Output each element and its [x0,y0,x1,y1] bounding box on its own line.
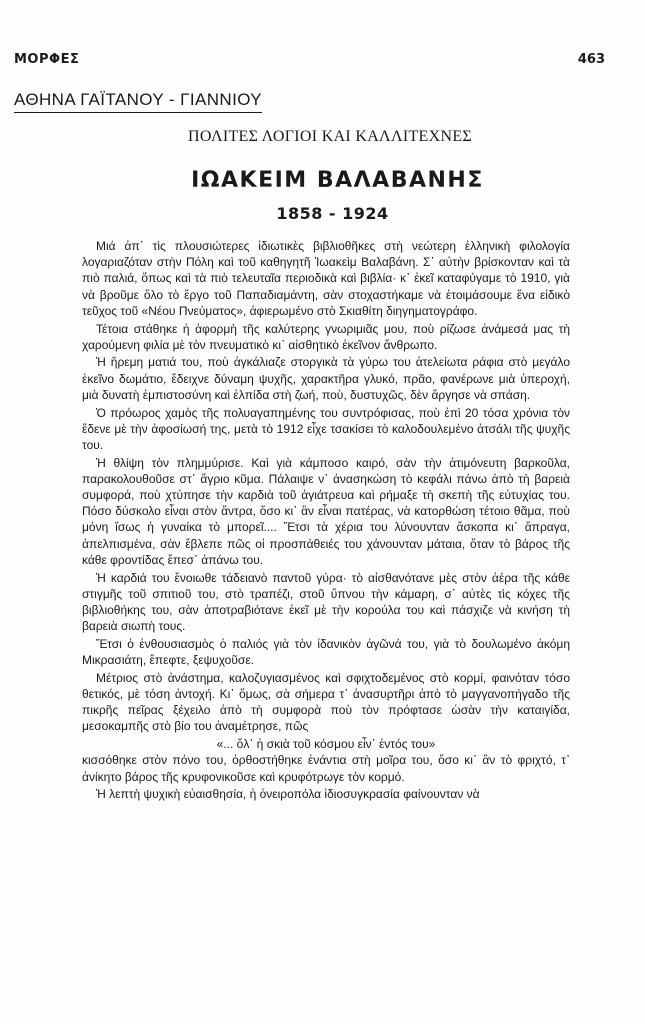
page-number: 463 [577,52,605,67]
paragraph: Τέτοια στάθηκε ἡ ἀφορμὴ τῆς καλύτερης γνωριμιᾶς μου, ποὺ ρίζωσε ἀνάμεσά μας τὴ χαρούμενη φιλία μὲ τὸν πνευματικὸ κι᾿ αἰσθητικὸ ἐκεῖνον ἄνθρωπο. [82,321,570,352]
paragraph: Ἡ θλίψη τὸν πλημμύρισε. Καὶ γιὰ κάμποσο καιρό, σὰν τὴν ἀτιμόνευτη βαρκοῦλα, παρακολουθοῦσε στ᾿ ἄγριο κῦμα. Πάλαιψε ν᾿ ἀνασηκώση τὸ κεφάλι πάνω ἀπὸ τὴ βαρειὰ συμφορά, ποὺ χτύπησε τὴν καρδιὰ τοῦ ἀγιάτρευα καὶ ρήμαξε τὴ σκεπὴ τῆς εὐτυχίας του. Πόσο δύσκολο εἶναι στὸν ἄντρα, ὅσο κι᾿ ἂν εἶναι πατέρας, νὰ κατορθώση τέτοιο θᾶμα, ποὺ μόνη ἴσως ἡ γυναίκα τὸ μπορεῖ.... Ἔτσι τὰ χέρια του λύνουνταν ἄσκοπα κι᾿ ἄπραγα, ἀπελπισμένα, σὰν ἔβλεπε πῶς οἱ προσπάθειές του χάνουνταν μάταια, ὅταν τὸ βάρος τῆς κάθε φροντίδας ἔπεσ᾿ ἀπάνω του. [82,455,570,567]
journal-name: ΜΟΡΦΕΣ [14,52,80,67]
running-head [14,52,605,72]
paragraph: Μιά ἀπ᾿ τὶς πλουσιώτερες ἰδιωτικὲς βιβλιοθῆκες στὴ νεώτερη ἑλληνικὴ φιλολογία λογαριαζόταν στὴν Πόλη καὶ τοῦ καθηγητῆ Ἰωακεὶμ Βαλαβάνη. Σ᾿ αὐτὴν βρίσκονταν καὶ τὰ πιὸ παλιά, ὅπως καὶ τὰ πιὸ τελευταῖα περιοδικὰ καὶ βιβλία· κ᾿ ἐκεῖ καταφύγαμε τὸ 1910, γιὰ νὰ βροῦμε ὅλο τὸ ἔργο τοῦ Παπαδιαμάντη, σὰν στοχαστήκαμε νὰ ἑτοιμάσουμε ἕνα εἰδικὸ τεῦχος τοῦ «Νέου Πνεύματος», ἀφιερωμένο στὸ Σκιαθίτη διηγηματογράφο. [82,239,570,318]
paragraph: Ἡ ἥρεμη ματιά του, ποὺ ἀγκάλιαζε στοργικὰ τὰ γύρω του ἀτελείωτα ράφια στὸ μεγάλο ἐκεῖνο δωμάτιο, ἔδειχνε δύναμη ψυχῆς, χαρακτῆρα γλυκό, πρᾶο, φανέρωνε μιὰ ὑπεροχή, μιὰ δυνατὴ ἐμπιστοσύνη καὶ ἐλπίδα στὴ ζωή, ποὺ, δυστυχῶς, δὲν ἄργησε νὰ σπάση. [82,355,570,402]
paragraph-continuation: κισσόθηκε στὸν πόνο του, ὀρθοστήθηκε ἐνάντια στὴ μοῖρα του, ὅσο κι᾿ ἂν τὸ φριχτό, τ᾿ ἀνίκητο βάρος τῆς κρυφονικοῦσε καὶ κρυφότρωγε τὸν κορμό. [82,753,570,784]
article-body [82,238,570,804]
series-title: ΠΟΛΙΤΕΣ ΛΟΓΙΟΙ ΚΑΙ ΚΑΛΛΙΤΕΧΝΕΣ [188,128,473,145]
paragraph: Ἡ καρδιά του ἔνοιωθε τάδειανὸ παντοῦ γύρα· τὸ αἰσθανότανε μὲς στὸν ἀέρα τῆς κάθε στιγμῆς τοῦ σπιτιοῦ του, στὸ τραπέζι, στοῦ ὕπνου τὴν κάμαρη, σ᾿ αὐτὲς τὶς κόχες τῆς βιβλιοθήκης του, σὰν ἀποτραβιότανε ἐκεῖ μὲ τὴν κορούλα του καὶ πάσχιζε νὰ κινήση τὴ βαρειὰ σιωπὴ τους. [82,570,570,634]
article-dates: 1858 - 1924 [276,204,389,223]
paragraph: Ὁ πρόωρος χαμὸς τῆς πολυαγαπημένης του συντρόφισας, ποὺ ἐπὶ 20 τόσα χρόνια τὸν ἔδενε μὲ τὴν ἀφοσίωσή της, μετὰ τὸ 1912 εἶχε τσακίσει τὸ καλοδουλεμένο ἀτσάλι τῆς ψυχῆς του. [82,405,570,452]
paragraph: Ἔτσι ὁ ἐνθουσιασμὸς ὁ παλιός γιὰ τὸν ἰδανικὸν ἀγῶνά του, γιὰ τὸ δουλωμένο ἀκόμη Μικρασιάτη, ἔπεφτε, ξεψυχοῦσε. [82,636,570,668]
author-name: ΑΘΗΝΑ ΓΑΪΤΑΝΟΥ - ΓΙΑΝΝΙΟΥ [14,90,262,113]
verse-quote: «... ὅλ᾿ ἡ σκιὰ τοῦ κόσμου εἶν᾿ ἐντός του» [216,737,436,752]
article-title: ΙΩΑΚΕΙΜ ΒΑΛΑΒΑΝΗΣ [191,168,484,193]
paragraph: Μέτριος στὸ ἀνάστημα, καλοζυγιασμένος καὶ σφιχτοδεμένος στὸ κορμί, φαινόταν τόσο θετικός, μὲ τόση ἀντοχή. Κι᾿ ὅμως, σὰ σήμερα τ᾿ ἀνασυρτῆρι ἀπὸ τὸ μαγγανοπήγαδο τῆς πικρῆς πεῖρας ξέχειλο ἀπὸ τὴ συμφορὰ ποὺ τὸν πρόφτασε ὡσὰν τὴν καταιγίδα, μεσοκαμπῆς στὸ βίο του ἀναμέτρησε, πῶς [82,670,570,734]
paragraph: Ἡ λεπτὴ ψυχικὴ εὐαισθησία, ἡ ὀνειροπόλα ἰδιοσυγκρασία φαίνουνταν νὰ [96,787,480,802]
